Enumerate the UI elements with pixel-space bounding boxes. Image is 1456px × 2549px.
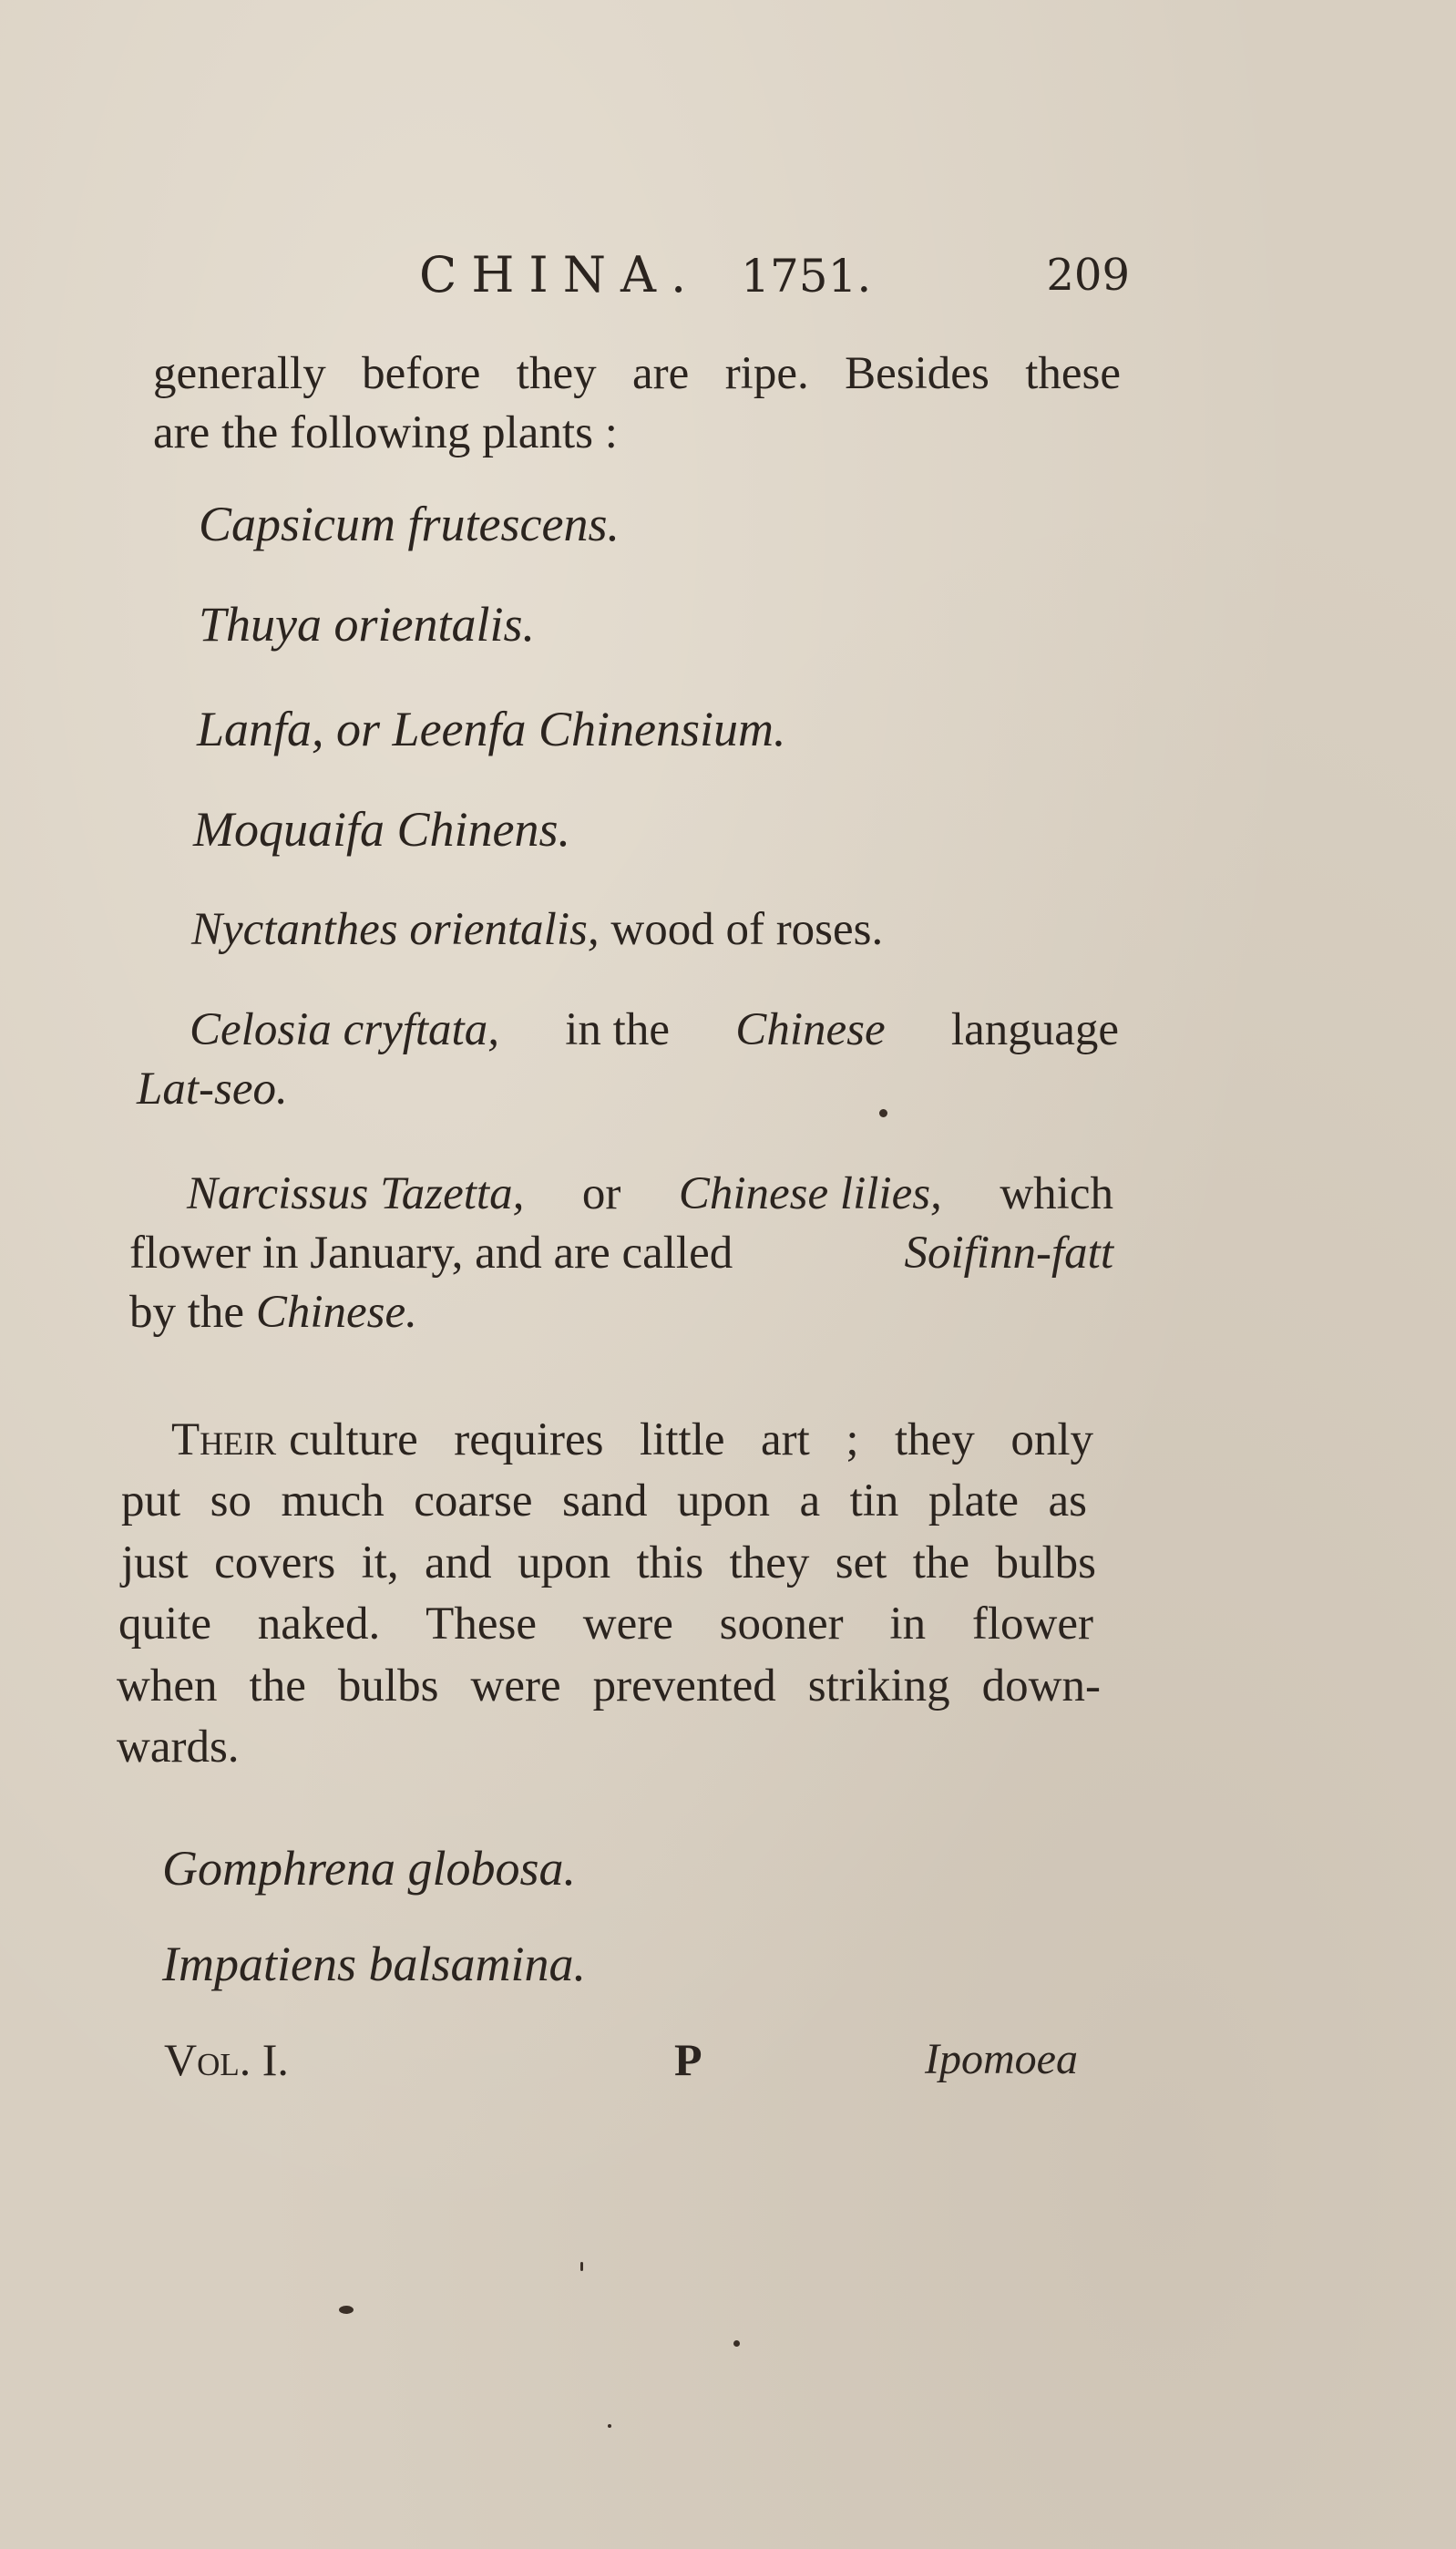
culture-line-6: wards. bbox=[117, 1722, 240, 1773]
footer-signature-mark: P bbox=[674, 2034, 702, 2085]
narcissus-chinese: Chinese. bbox=[255, 1287, 417, 1338]
paper-speck bbox=[608, 2424, 611, 2428]
narcissus-chinese-lilies: Chinese lilies, bbox=[678, 1168, 942, 1219]
narcissus-line-2 bbox=[129, 1221, 1113, 1285]
plant-impatiens: Impatiens balsamina. bbox=[162, 1937, 586, 1991]
plant-moquaifa: Moquaifa Chinens. bbox=[193, 802, 570, 857]
culture-line-4: quite naked. These were sooner in flower bbox=[118, 1598, 1093, 1650]
header-year: 1751. bbox=[741, 250, 872, 303]
paper-speck bbox=[580, 2262, 583, 2271]
paper-speck bbox=[879, 1109, 887, 1117]
narcissus-soifinn-fatt: Soifinn-fatt bbox=[904, 1228, 1113, 1279]
narcissus-line-3 bbox=[129, 1280, 417, 1344]
culture-line-1-text: culture requires little art ; they only bbox=[289, 1414, 1093, 1465]
footer-catchword: Ipomoea bbox=[925, 2035, 1078, 2083]
narcissus-by-the: by the bbox=[129, 1287, 245, 1338]
culture-first-word: Their bbox=[171, 1414, 277, 1465]
culture-line-2: put so much coarse sand upon a tin plate as bbox=[121, 1475, 1087, 1526]
narcissus-name: Narcissus Tazetta, bbox=[187, 1168, 525, 1219]
narcissus-which: which bbox=[1000, 1168, 1113, 1219]
plant-thuya: Thuya orientalis. bbox=[199, 597, 536, 652]
culture-line-1 bbox=[171, 1408, 1093, 1472]
intro-line-2: are the following plants : bbox=[153, 407, 618, 458]
footer-volume: Vol. I. bbox=[164, 2034, 289, 2085]
narcissus-or: or bbox=[581, 1168, 621, 1219]
nyctanthes-desc: wood of roses. bbox=[610, 904, 884, 955]
header-title: CHINA. bbox=[419, 246, 702, 303]
celosia-line-2: Lat-seo. bbox=[137, 1064, 288, 1115]
celosia-name: Celosia cryftata, bbox=[190, 1004, 499, 1055]
running-header bbox=[419, 246, 1130, 310]
intro-line-1: generally before they are ripe. Besides these bbox=[153, 348, 1121, 399]
narcissus-line-1 bbox=[187, 1162, 1113, 1226]
nyctanthes-entry bbox=[191, 898, 883, 961]
paper-speck bbox=[733, 2340, 740, 2347]
paper-speck bbox=[339, 2306, 354, 2314]
plant-capsicum: Capsicum frutescens. bbox=[199, 497, 620, 551]
plant-gomphrena: Gomphrena globosa. bbox=[162, 1841, 576, 1896]
celosia-line-1 bbox=[190, 998, 1119, 1062]
culture-line-5: when the bulbs were prevented striking down- bbox=[117, 1660, 1101, 1711]
celosia-in-the: in the bbox=[565, 1004, 670, 1055]
celosia-language: language bbox=[950, 1004, 1119, 1055]
celosia-chinese: Chinese bbox=[735, 1004, 886, 1055]
page-number: 209 bbox=[1046, 250, 1130, 301]
culture-line-3: just covers it, and upon this they set the bulbs bbox=[121, 1537, 1096, 1588]
nyctanthes-name: Nyctanthes orientalis, bbox=[191, 904, 600, 955]
plant-lanfa: Lanfa, or Leenfa Chinensium. bbox=[197, 702, 786, 756]
narcissus-flower-january: flower in January, and are called bbox=[129, 1228, 733, 1279]
